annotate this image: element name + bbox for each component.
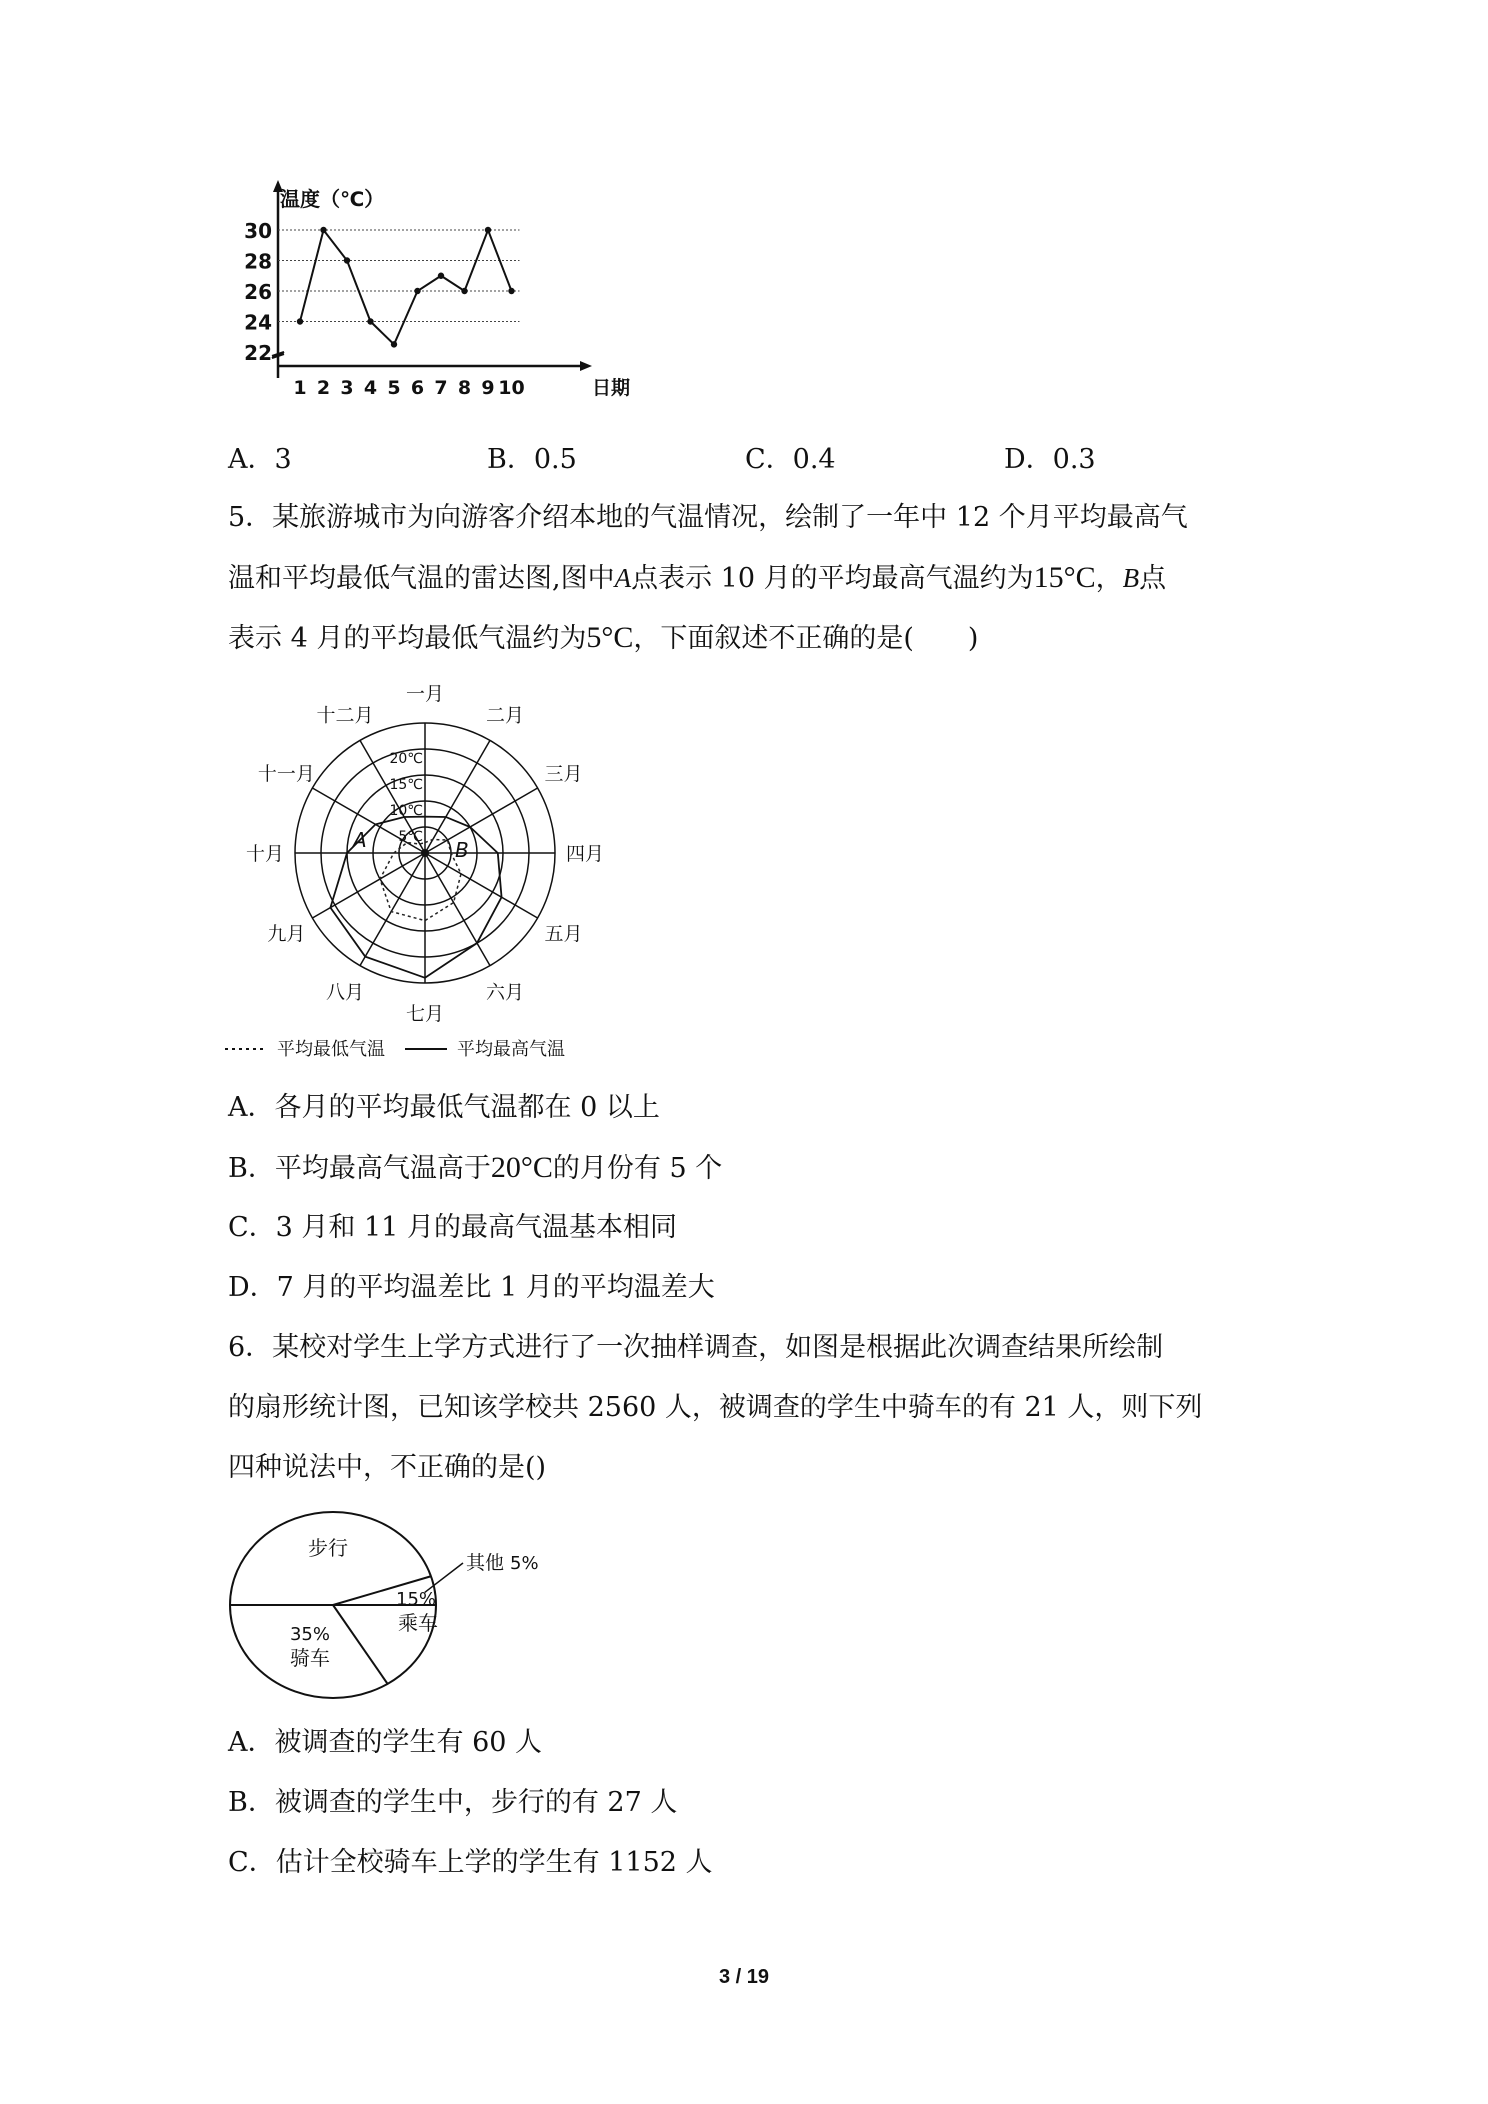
y-tick-label: 24 xyxy=(244,310,272,335)
q5-stem-line3: 表示 4 月的平均最低气温约为5°C，下面叙述不正确的是( ) xyxy=(228,621,979,654)
commute-pie-chart xyxy=(228,1505,568,1705)
slice-value-other: 5% xyxy=(510,1553,539,1574)
month-label: 十二月 xyxy=(316,704,374,727)
y-axis-label: 温度（℃） xyxy=(280,187,385,211)
x-tick-label: 4 xyxy=(363,377,378,399)
x-tick-label: 6 xyxy=(410,377,425,399)
ring-label: 20℃ xyxy=(389,751,423,767)
radar-center xyxy=(421,849,429,857)
data-point xyxy=(344,257,350,263)
q6-option-c: C．估计全校骑车上学的学生有 1152 人 xyxy=(228,1847,713,1878)
q5-option-b: B．平均最高气温高于20°C的月份有 5 个 xyxy=(228,1151,723,1184)
x-axis-label: 日期 xyxy=(592,377,631,399)
y-tick-label: 22 xyxy=(244,341,272,365)
x-tick-label: 2 xyxy=(316,377,331,399)
radar-spoke xyxy=(425,853,538,918)
data-point xyxy=(367,318,373,324)
q6-option-a: A．被调查的学生有 60 人 xyxy=(228,1727,543,1758)
pie-divider xyxy=(333,1605,388,1684)
point-label-a: A xyxy=(353,828,367,852)
month-label: 九月 xyxy=(267,923,306,945)
series-low xyxy=(380,839,461,920)
data-point xyxy=(391,341,397,347)
month-label: 八月 xyxy=(325,981,365,1004)
x-tick-label: 5 xyxy=(387,377,401,399)
month-label: 四月 xyxy=(565,843,605,865)
x-tick-label: 1 xyxy=(293,377,307,399)
slice-label-walk: 步行 xyxy=(308,1536,348,1560)
q5-stem-line1: 5．某旅游城市为向游客介绍本地的气温情况，绘制了一年中 12 个月平均最高气 xyxy=(228,502,1188,533)
month-label: 一月 xyxy=(405,683,445,705)
slice-label-bike: 骑车 xyxy=(290,1646,330,1670)
q4-option-a: A．3 xyxy=(228,444,292,475)
radar-spoke xyxy=(425,788,538,853)
y-tick-label: 26 xyxy=(244,280,272,304)
ring-label: 15℃ xyxy=(389,777,423,793)
page-number: 3 / 19 xyxy=(718,1966,770,1988)
x-tick-label: 9 xyxy=(481,377,495,399)
data-point xyxy=(414,288,420,294)
x-tick-label: 8 xyxy=(457,377,472,399)
q6-stem-line2: 的扇形统计图，已知该学校共 2560 人，被调查的学生中骑车的有 21 人，则下列 xyxy=(228,1392,1203,1423)
q5-option-d: D．7 月的平均温差比 1 月的平均温差大 xyxy=(228,1272,715,1303)
q4-option-c: C．0.4 xyxy=(745,444,836,475)
month-label: 六月 xyxy=(485,981,525,1004)
q6-option-b: B．被调查的学生中，步行的有 27 人 xyxy=(228,1787,678,1818)
legend-label-low: 平均最低气温 xyxy=(277,1039,385,1060)
x-tick-label: 7 xyxy=(434,377,448,399)
y-tick-label: 28 xyxy=(244,249,272,274)
data-point xyxy=(320,227,326,233)
q6-stem-line3: 四种说法中，不正确的是() xyxy=(228,1452,547,1483)
series-line xyxy=(300,230,512,344)
q4-option-d: D．0.3 xyxy=(1004,444,1096,475)
month-label: 二月 xyxy=(485,704,525,727)
legend-label-high: 平均最高气温 xyxy=(457,1039,565,1060)
month-label: 五月 xyxy=(544,923,583,945)
x-tick-label: 10 xyxy=(498,377,525,399)
slice-value-bus: 15% xyxy=(396,1589,437,1610)
q5-option-c: C．3 月和 11 月的最高气温基本相同 xyxy=(228,1212,677,1243)
q6-stem-line1: 6．某校对学生上学方式进行了一次抽样调查，如图是根据此次调查结果所绘制 xyxy=(228,1332,1164,1363)
month-label: 三月 xyxy=(544,763,583,785)
slice-value-bike: 35% xyxy=(289,1624,331,1645)
y-tick-label: 30 xyxy=(244,219,272,243)
ring-label: 5℃ xyxy=(398,829,423,845)
slice-label-bus: 乘车 xyxy=(398,1611,438,1635)
data-point xyxy=(438,273,444,279)
data-point xyxy=(508,288,514,294)
month-label: 七月 xyxy=(405,1003,445,1025)
data-point xyxy=(297,318,303,324)
q4-option-b: B．0.5 xyxy=(487,444,577,475)
q5-stem-line2: 温和平均最低气温的雷达图,图中A点表示 10 月的平均最高气温约为15°C，B点 xyxy=(228,561,1167,594)
month-label: 十月 xyxy=(245,843,285,865)
slice-label-other: 其他 xyxy=(466,1552,505,1574)
data-point xyxy=(485,227,491,233)
radar-spoke xyxy=(312,853,425,918)
month-label: 十一月 xyxy=(257,763,315,785)
x-tick-label: 3 xyxy=(340,377,354,399)
point-label-b: B xyxy=(455,838,469,862)
x-axis-arrow xyxy=(580,361,592,371)
temperature-radar-chart xyxy=(225,670,645,1070)
data-point xyxy=(461,288,467,294)
ring-label: 10℃ xyxy=(389,803,423,819)
radar-spoke xyxy=(360,853,425,966)
temperature-line-chart xyxy=(230,178,650,418)
radar-spoke xyxy=(425,853,490,966)
q5-option-a: A．各月的平均最低气温都在 0 以上 xyxy=(228,1092,660,1123)
